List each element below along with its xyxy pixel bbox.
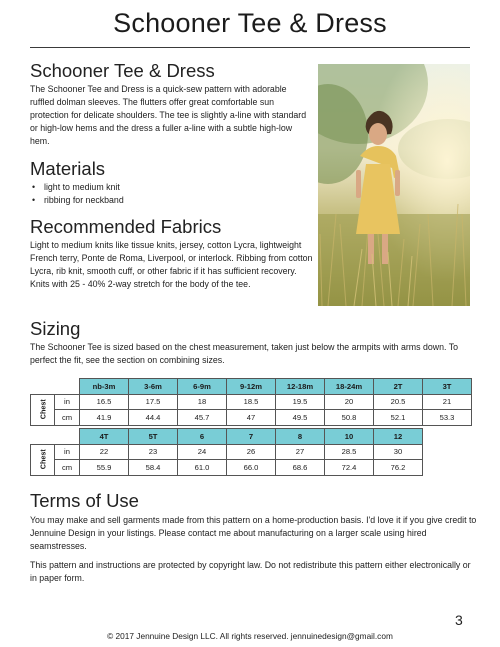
table-row	[31, 460, 423, 476]
sizing-text: The Schooner Tee is sized based on the chest measurement, taken just below the armpits with arms down. To perfect the fit, see the section on combining sizes.	[30, 342, 459, 365]
table-cell: 45.7	[178, 410, 227, 426]
table-cell: 41.9	[80, 410, 129, 426]
table-row	[31, 444, 423, 460]
materials-list	[30, 181, 124, 207]
terms-heading: Terms of Use	[30, 490, 139, 511]
table-cell: 24	[178, 444, 227, 460]
size-header: nb-3m	[80, 379, 129, 395]
page-title: Schooner Tee & Dress	[113, 8, 387, 38]
size-header: 7	[227, 429, 276, 445]
fabrics-text: Light to medium knits like tissue knits, jersey, cotton Lycra, lightweight French terry, Ponte de Roma, Liverpool, or interlock. Ribbing from cotton Lycra, rib knit, smooth cuff, or other fabric if it has sufficient recovery. Knits with 25 - 40% 2-way stretch for the body of the tee.	[30, 240, 313, 289]
intro-text: The Schooner Tee and Dress is a quick-sew pattern with adorable ruffled dolman sleeves. The flutters offer great comfortable sun protection for delicate shoulders. The tee is slightly a-line with standard or high-low hems and the dress a fuller a-line with a subtle high-low hem.	[30, 84, 307, 146]
intro-heading: Schooner Tee & Dress	[30, 60, 215, 81]
size-header: 9-12m	[227, 379, 276, 395]
child-in-field-photo	[318, 64, 470, 306]
sizing-heading: Sizing	[30, 318, 81, 339]
table-cell: 22	[80, 444, 129, 460]
table-cell: 18.5	[227, 394, 276, 410]
table-cell: 27	[276, 444, 325, 460]
size-header: 12	[374, 429, 423, 445]
unit-label: cm	[55, 460, 80, 476]
size-header: 6	[178, 429, 227, 445]
terms-paragraph-1: You may make and sell garments made from this pattern on a home-production basis. I'd love it if you give credit to Jennuine Design in your listings. Please contact me about manufacturing on a larger scale using hired seamstresses.	[30, 515, 477, 551]
table-cell: 50.8	[325, 410, 374, 426]
size-header: 18-24m	[325, 379, 374, 395]
table-cell: 20	[325, 394, 374, 410]
table-cell: 16.5	[80, 394, 129, 410]
table-cell: 17.5	[129, 394, 178, 410]
chest-label: Chest	[31, 394, 55, 425]
table-cell: 72.4	[325, 460, 374, 476]
size-header: 4T	[80, 429, 129, 445]
table-row	[31, 394, 472, 410]
fabrics-heading: Recommended Fabrics	[30, 216, 222, 237]
table-cell: 18	[178, 394, 227, 410]
footer-copyright: © 2017 Jennuine Design LLC. All rights reserved. jennuinedesign@gmail.com	[107, 631, 393, 641]
title-divider	[30, 47, 470, 48]
table-cell: 76.2	[374, 460, 423, 476]
table-cell: 21	[423, 394, 472, 410]
table-cell: 53.3	[423, 410, 472, 426]
unit-label: in	[55, 394, 80, 410]
page-number: 3	[455, 612, 463, 628]
size-header: 3T	[423, 379, 472, 395]
unit-label: in	[55, 444, 80, 460]
materials-heading: Materials	[30, 158, 106, 179]
table-cell: 55.9	[80, 460, 129, 476]
size-header: 3-6m	[129, 379, 178, 395]
size-chart-table-2	[30, 428, 423, 476]
size-header: 12-18m	[276, 379, 325, 395]
bullet-icon: •	[32, 195, 36, 205]
list-item: • light to medium knit	[32, 182, 120, 192]
table-cell: 68.6	[276, 460, 325, 476]
size-header: 8	[276, 429, 325, 445]
table-cell: 61.0	[178, 460, 227, 476]
table-cell: 44.4	[129, 410, 178, 426]
table-cell: 58.4	[129, 460, 178, 476]
table-cell: 47	[227, 410, 276, 426]
size-header: 5T	[129, 429, 178, 445]
terms-paragraph-2: This pattern and instructions are protected by copyright law. Do not redistribute this pattern either electronically or in paper form.	[30, 560, 471, 583]
size-header: 2T	[374, 379, 423, 395]
table-cell: 26	[227, 444, 276, 460]
table-cell: 66.0	[227, 460, 276, 476]
size-header: 6-9m	[178, 379, 227, 395]
table-cell: 49.5	[276, 410, 325, 426]
table-cell: 23	[129, 444, 178, 460]
table-cell: 30	[374, 444, 423, 460]
size-chart-table-1	[30, 378, 472, 426]
chest-label: Chest	[31, 444, 55, 475]
table-cell: 52.1	[374, 410, 423, 426]
bullet-icon: •	[32, 182, 36, 192]
list-item: • ribbing for neckband	[32, 195, 124, 205]
table-cell: 28.5	[325, 444, 374, 460]
table-cell: 19.5	[276, 394, 325, 410]
table-row	[31, 410, 472, 426]
unit-label: cm	[55, 410, 80, 426]
table-cell: 20.5	[374, 394, 423, 410]
size-header: 10	[325, 429, 374, 445]
